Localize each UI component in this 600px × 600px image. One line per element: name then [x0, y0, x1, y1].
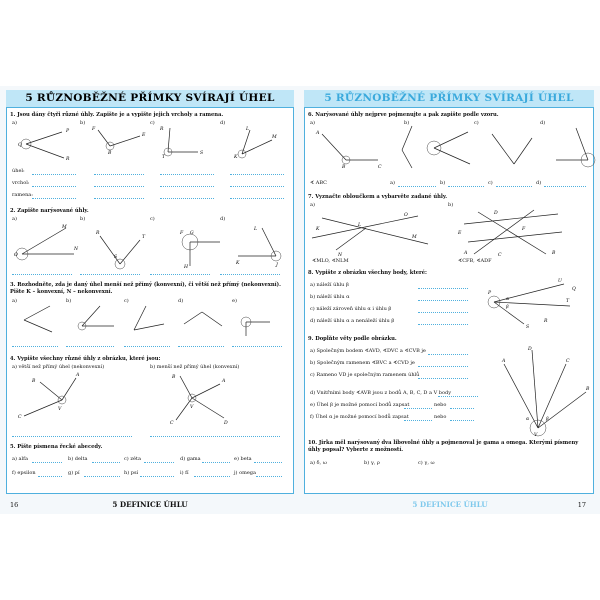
exercise-6-sub-c: c): [474, 120, 479, 126]
exercise-9-row-a: a) Společným bodem ∢AVD, ∢DVC a ∢CVB je: [310, 348, 426, 354]
svg-text:C: C: [498, 253, 502, 258]
exercise-8-title: 8. Vypište z obrázku všechny body, které:: [308, 270, 427, 276]
exercise-5-title: 5. Pište písmena řecké abecedy.: [10, 444, 103, 450]
svg-text:T: T: [566, 299, 570, 304]
exercise-9-row-f: f) Úhel α je možné pomocí bodů zapsat: [310, 414, 409, 420]
angle-6b: [427, 132, 470, 164]
svg-text:F: F: [180, 231, 184, 236]
exercise-1-row-vertex: vrchol:: [12, 180, 30, 186]
svg-text:B: B: [32, 379, 36, 384]
angle-3d: [184, 312, 222, 326]
exercise-1-sub-b: b): [80, 120, 86, 126]
exercise-6-sub-b: b): [404, 120, 410, 126]
angle-1b: [91, 126, 146, 156]
exercise-10: [308, 440, 592, 484]
svg-text:S: S: [200, 151, 204, 156]
exercise-9-row-e: e) Úhel β je možné pomocí bodů zapsat: [310, 402, 410, 408]
exercise-8-row-c: c) náleží zároveň úhlu α i úhlu β: [310, 306, 392, 312]
right-banner: [304, 90, 594, 108]
right-banner-title: 5 RŮZNOBĚŽNÉ PŘÍMKY SVÍRAJÍ ÚHEL: [324, 92, 574, 104]
svg-text:A: A: [464, 251, 468, 256]
figure-7a: [312, 212, 428, 258]
greek-item-gama: d) gama: [180, 456, 201, 462]
exercise-4-sub-a: a) větší než přímý úhel (nekonvexní): [12, 364, 105, 370]
greek-item-psi: h) psí: [124, 470, 139, 476]
svg-text:O: O: [14, 253, 18, 258]
svg-text:L: L: [358, 223, 362, 228]
right-page-body: [308, 110, 592, 492]
exercise-9-row-d: d) Vnitřními body ∢AVB jsou z bodů A, B, C, D a V body: [310, 390, 452, 396]
angle-3e: [241, 317, 270, 336]
svg-text:α: α: [506, 297, 510, 302]
svg-text:B: B: [586, 387, 590, 392]
svg-text:B: B: [552, 251, 556, 256]
exercise-6-sub-d: d): [540, 120, 546, 126]
svg-text:M: M: [62, 225, 67, 230]
svg-text:R: R: [544, 319, 548, 324]
svg-text:S: S: [114, 255, 118, 260]
exercise-1: [10, 112, 292, 207]
svg-text:M: M: [272, 135, 277, 140]
angle-2b: [95, 230, 146, 269]
exercise-10-option-c: c) γ, ω: [418, 460, 435, 466]
svg-text:L: L: [246, 127, 250, 132]
exercise-2-sub-d: d): [220, 216, 226, 222]
exercise-6-example-answer: ∢ ABC: [310, 180, 327, 186]
angle-3c: [134, 306, 164, 330]
exercise-9-figure: [498, 344, 594, 438]
svg-text:Q: Q: [572, 287, 576, 292]
svg-text:B: B: [342, 165, 346, 170]
svg-text:D: D: [528, 347, 532, 352]
left-banner-title: 5 RŮZNOBĚŽNÉ PŘÍMKY SVÍRAJÍ ÚHEL: [25, 92, 275, 104]
angle-6-example: [315, 130, 382, 170]
exercise-6: [308, 112, 592, 190]
svg-text:T: T: [142, 235, 146, 240]
angle-3a: [24, 306, 52, 332]
svg-text:C: C: [18, 415, 22, 420]
exercise-1-sub-d: d): [220, 120, 226, 126]
page-number-left: 16: [10, 501, 19, 509]
page-number-right: 17: [577, 501, 586, 509]
exercise-10-title: 10. Jirka měl narýsovaný dva libovolné úhly a pojmenoval je gama a omega. Kterými písmeny úhly popsal? Vyberte z možností.: [308, 440, 579, 453]
exercise-2-title: 2. Zapište narýsované úhly.: [10, 208, 89, 214]
angle-1a: [18, 128, 70, 162]
svg-text:O: O: [404, 213, 408, 218]
exercise-6-answer-d: d): [536, 180, 542, 186]
angle-4b: [170, 374, 228, 426]
exercise-6-figures: [308, 124, 588, 170]
exercise-7-title: 7. Vyznačte obloučkem a vybarvěte zadané úhly.: [308, 194, 448, 200]
svg-text:G: G: [190, 231, 194, 236]
left-page-body: [10, 110, 292, 492]
exercise-10-option-b: b) γ, ρ: [364, 460, 380, 466]
right-footer-label: 5 DEFINICE ÚHLU: [412, 500, 488, 509]
svg-text:A: A: [316, 131, 320, 136]
svg-text:C: C: [170, 421, 174, 426]
left-footer-label: 5 DEFINICE ÚHLU: [112, 500, 188, 509]
svg-text:R: R: [160, 127, 164, 132]
exercise-7-caption-b: ∢CFB, ∢ADF: [458, 258, 492, 264]
exercise-1-title: 1. Jsou dány čtyři různé úhly. Zapište je a vypište jejich vrcholy a ramena.: [10, 112, 224, 118]
angle-1c: [159, 126, 203, 160]
svg-text:β: β: [546, 417, 549, 422]
svg-text:D: D: [224, 421, 228, 426]
svg-text:A: A: [222, 379, 226, 384]
exercise-5: [10, 444, 292, 484]
svg-text:A: A: [502, 359, 506, 364]
exercise-9: [308, 336, 592, 436]
exercise-9-row-b: b) Společným ramenem ∢BVC a ∢CVD je: [310, 360, 415, 366]
exercise-8: [308, 270, 592, 332]
exercise-2-sub-a: a): [12, 216, 17, 222]
exercise-7-sub-a: a): [310, 202, 315, 208]
exercise-8-row-b: b) náleží úhlu α: [310, 294, 350, 300]
greek-item-pi: g) pí: [68, 470, 80, 476]
exercise-4-figures: [10, 372, 290, 430]
svg-text:V: V: [190, 405, 194, 410]
svg-text:P: P: [66, 129, 70, 134]
angle-6a: [402, 126, 412, 168]
left-page: [0, 86, 300, 514]
exercise-7-sub-b: b): [448, 202, 454, 208]
greek-item-omega: j) omega: [234, 470, 256, 476]
exercise-4-title: 4. Vypište všechny různé úhly z obrázku, které jsou:: [10, 356, 161, 362]
svg-text:C: C: [566, 359, 570, 364]
svg-text:E: E: [458, 231, 462, 236]
svg-text:T: T: [162, 155, 166, 160]
exercise-7-figures: [308, 208, 588, 256]
exercise-6-answer-b: b): [440, 180, 446, 186]
angle-6d: [556, 128, 595, 167]
exercise-2-sub-b: b): [80, 216, 86, 222]
figure-7b: [457, 210, 562, 258]
exercise-1-row-angle: úhel:: [12, 168, 25, 174]
angle-2c: [179, 230, 220, 270]
exercise-1-row-arms: ramena:: [12, 192, 33, 198]
greek-item-alfa: a) alfa: [12, 456, 28, 462]
angle-1d: [233, 126, 277, 160]
exercise-2-figures: [10, 220, 290, 268]
exercise-4-sub-b: b) menší než přímý úhel (konvexní): [150, 364, 240, 370]
exercise-3: [10, 282, 292, 354]
exercise-2: [10, 208, 292, 280]
exercise-9-or-e: nebo: [434, 402, 447, 408]
exercise-9-or-f: nebo: [434, 414, 447, 420]
svg-text:α: α: [526, 417, 530, 422]
angle-6c: [492, 134, 532, 164]
exercise-9-title: 9. Doplňte věty podle obrázku.: [308, 336, 397, 342]
svg-text:C: C: [378, 165, 382, 170]
svg-text:Q: Q: [18, 143, 22, 148]
exercise-1-figures: [10, 124, 290, 160]
exercise-6-answer-a: a): [390, 180, 395, 186]
exercise-3-title: 3. Rozhodněte, zda je daný úhel menší než přímý (konvexní), či větší než přímý (nekonvexní). Pište K – konvexní, N – nekonvexní.: [10, 282, 281, 295]
svg-text:N: N: [338, 253, 343, 258]
angle-2d: [235, 226, 281, 268]
exercise-7: [308, 194, 592, 266]
greek-item-epsilon: f) epsilon: [12, 470, 36, 476]
left-banner: [6, 90, 294, 108]
exercise-1-sub-c: c): [150, 120, 155, 126]
svg-text:F: F: [92, 127, 96, 132]
right-page: [300, 86, 600, 514]
exercise-10-option-a: a) δ, ω: [310, 460, 327, 466]
svg-text:L: L: [254, 227, 258, 232]
exercise-4: [10, 356, 292, 440]
svg-text:K: K: [234, 155, 238, 160]
svg-text:P: P: [488, 291, 492, 296]
exercise-6-title: 6. Narýsované úhly nejprve pojmenujte a pak zapište podle vzoru.: [308, 112, 499, 118]
svg-text:A: A: [76, 373, 80, 378]
angle-2a: [14, 224, 79, 260]
svg-text:D: D: [494, 211, 498, 216]
svg-text:B: B: [108, 151, 112, 156]
right-footer: [300, 498, 600, 512]
svg-text:H: H: [184, 265, 189, 270]
exercise-8-figure: [484, 278, 584, 332]
svg-text:V: V: [534, 433, 538, 438]
exercise-6-answer-c: c): [488, 180, 493, 186]
exercise-1-sub-a: a): [12, 120, 17, 126]
svg-text:U: U: [558, 279, 562, 284]
textbook-spread: [0, 86, 600, 514]
exercise-8-row-d: d) náleží úhlu α a nenáleží úhlu β: [310, 318, 395, 324]
left-footer: [0, 498, 300, 512]
exercise-3-figures: [10, 302, 290, 336]
greek-item-beta: e) beta: [234, 456, 252, 462]
svg-text:K: K: [236, 261, 240, 266]
exercise-6-sub-a: a): [310, 120, 315, 126]
svg-text:S: S: [526, 325, 530, 330]
greek-item-fi: i) fí: [180, 470, 189, 476]
exercise-3-sub-d: d): [178, 298, 184, 304]
exercise-2-sub-c: c): [150, 216, 155, 222]
angle-3b: [78, 306, 114, 330]
angle-4a: [18, 372, 80, 420]
greek-item-zeta: c) zéta: [124, 456, 141, 462]
svg-text:B: B: [172, 375, 176, 380]
svg-text:R: R: [96, 231, 100, 236]
exercise-3-sub-c: c): [124, 298, 129, 304]
greek-item-delta: b) delta: [68, 456, 88, 462]
svg-text:M: M: [412, 235, 417, 240]
svg-text:K: K: [316, 227, 320, 232]
svg-text:N: N: [74, 247, 79, 252]
svg-text:E: E: [142, 133, 146, 138]
svg-text:R: R: [66, 157, 70, 162]
exercise-3-sub-e: e): [232, 298, 237, 304]
svg-text:β: β: [506, 305, 509, 310]
exercise-8-row-a: a) náleží úhlu β: [310, 282, 349, 288]
svg-text:F: F: [522, 227, 526, 232]
exercise-3-sub-b: b): [66, 298, 72, 304]
svg-text:V: V: [58, 407, 62, 412]
svg-text:J: J: [276, 263, 278, 268]
exercise-3-sub-a: a): [12, 298, 17, 304]
exercise-9-row-c: c) Rameno VD je společným ramenem úhlů: [310, 372, 420, 378]
exercise-7-caption-a: ∢MLO, ∢NLM: [312, 258, 349, 264]
